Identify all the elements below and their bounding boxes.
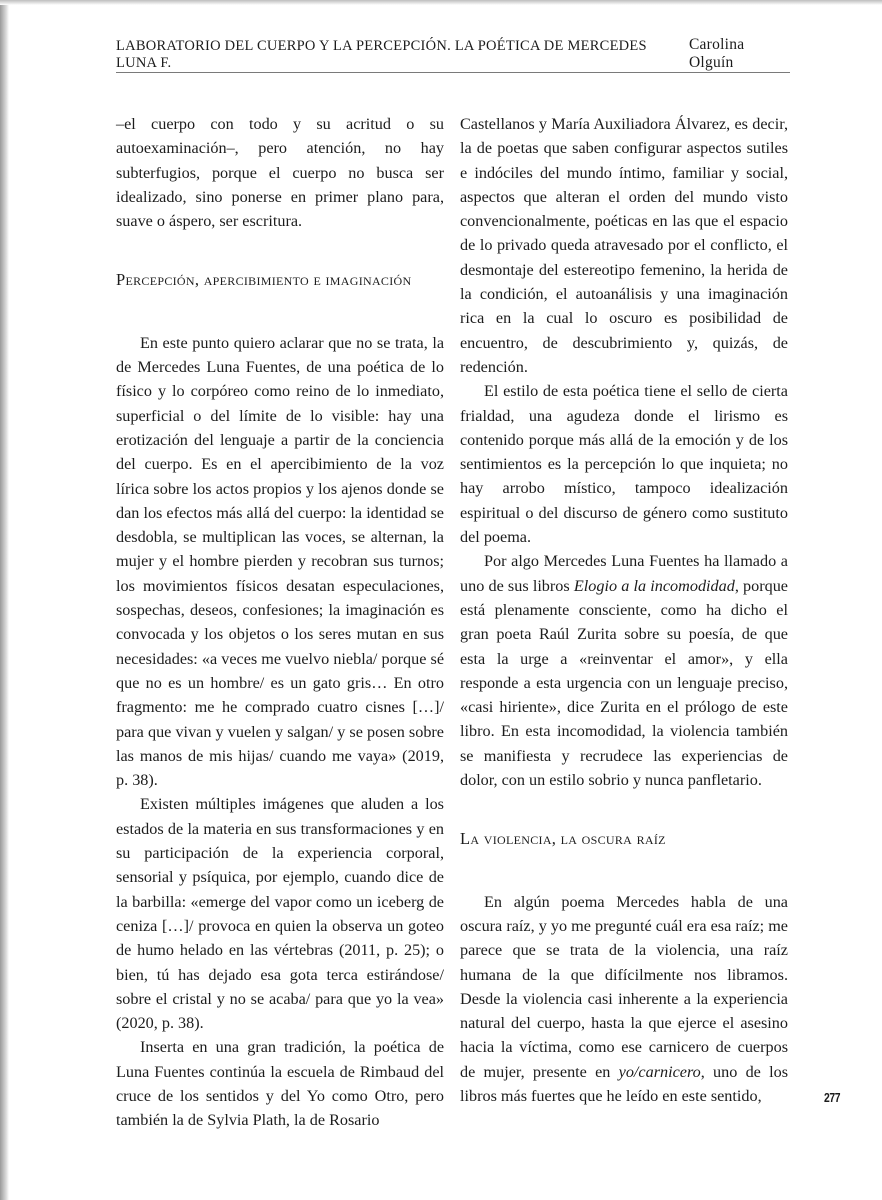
paragraph: El estilo de esta poética tiene el sello de cierta frialdad, una agudeza donde el lirismo es contenido porque más allá de la emoción y de los sentimientos es la percepción lo que inquieta; no hay arrobo místico, tampoco idealización espiritual o del discurso de género como sustituto del poema. <box>460 382 788 547</box>
page-number: 277 <box>823 1090 840 1105</box>
page-edge-shadow <box>0 0 9 1200</box>
paragraph: Por algo Mercedes Luna Fuentes ha llamado a uno de sus libros Elogio a la incomodidad, porque está plenamente consciente, como ha dicho el gran poeta Raúl Zurita sobre su poesía, de que esta la urge a «reinventar el amor», y ella responde a esta urgencia con un lenguaje preciso, «casi hiriente», dice Zurita en el prólogo de este libro. En esta incomodidad, la violencia también se manifiesta y recrudece las experiencias de dolor, con un estilo sobrio y nunca panfletario. <box>460 552 788 790</box>
paragraph: En algún poema Mercedes habla de una oscura raíz, y yo me pregunté cuál era esa raíz; me parece que se trata de la violencia, una raíz humana de la que difícilmente nos libramos. Desde la violencia casi inherente a la experiencia natural del cuerpo, hasta la que ejerce el asesino hacia la víctima, como ese carnicero de cuerpos de mujer, presente en yo/carnicero, uno de los libros más fuertes que he leído en este sentido, <box>460 892 788 1105</box>
page-top-shadow <box>0 0 882 5</box>
running-head-author: Carolina Olguín <box>688 36 745 71</box>
paragraph: Castellanos y María Auxiliadora Álvarez, es decir, la de poetas que saben configurar aspectos sutiles e indóciles del mundo íntimo, familiar y social, aspectos que alteran el orden del mundo visto convencionalmente, poéticas en las que el espacio de lo privado queda atravesado por el conflicto, el desmontaje del estereotipo femenino, la herida de la condición, el autoanálisis y una imaginación rica en la cual lo oscuro es posibilidad de encuentro, de descubrimiento y, quizás, de redención. <box>460 115 788 376</box>
right-column <box>460 112 788 1108</box>
paragraph: –el cuerpo con todo y su acritud o su autoexaminación–, pero atención, no hay subterfugios, porque el cuerpo no busca ser idealizado, sino ponerse en primer plano para, suave o áspero, ser escritura. <box>116 115 444 231</box>
book-title: yo/carnicero <box>618 1062 701 1081</box>
running-head-title: LABORATORIO DEL CUERPO Y LA PERCEPCIÓN. LA POÉTICA DE MERCEDES LUNA F. <box>116 38 647 71</box>
book-title: Elogio a la incomodidad <box>573 576 735 595</box>
paragraph: En este punto quiero aclarar que no se trata, la de Mercedes Luna Fuentes, de una poética de lo físico y lo corpóreo como reino de lo inmediato, superficial o del límite de lo visible: hay una erotización del lenguaje a partir de la conciencia del cuerpo. Es en el apercibimiento de la voz lírica sobre los actos propios y los ajenos donde se dan los efectos más allá del cuerpo: la identidad se desdobla, se multiplican las voces, se alternan, la mujer y el hombre pierden y recobran sus turnos; los movimientos físicos desatan especulaciones, sospechas, deseos, confesiones; la imaginación es convocada y los objetos o los seres mutan en sus necesidades: «a veces me vuelvo niebla/ porque sé que no es un hombre/ es un gato gris… En otro fragmento: me he comprado cuatro cisnes […]/ para que vivan y vuelen y salgan/ y se posen sobre las manos de mis hijas/ cuando me vaya» (2019, p. 38). <box>116 333 444 790</box>
section-heading: Percepción, apercibimiento e imaginación <box>116 270 412 290</box>
paragraph: Inserta en una gran tradición, la poética de Luna Fuentes continúa la escuela de Rimbaud del cruce de los sentidos y del Yo como Otro, pero también la de Sylvia Plath, la de Rosario <box>116 1038 444 1130</box>
paragraph: Existen múltiples imágenes que aluden a los estados de la materia en sus transformaciones y en su participación de la experiencia corporal, sensorial y psíquica, por ejemplo, cuando dice de la barbilla: «emerge del vapor como un iceberg de ceniza […]/ provoca en quien la observa un goteo de humo helado en las vértebras (2011, p. 25); o bien, tú has dejado esa gota terca estirándose/ sobre el cristal y no se acaba/ para que yo la vea» (2020, p. 38). <box>116 795 444 1033</box>
left-column <box>116 112 444 1133</box>
section-heading: La violencia, la oscura raíz <box>460 829 666 849</box>
running-head <box>116 36 790 73</box>
